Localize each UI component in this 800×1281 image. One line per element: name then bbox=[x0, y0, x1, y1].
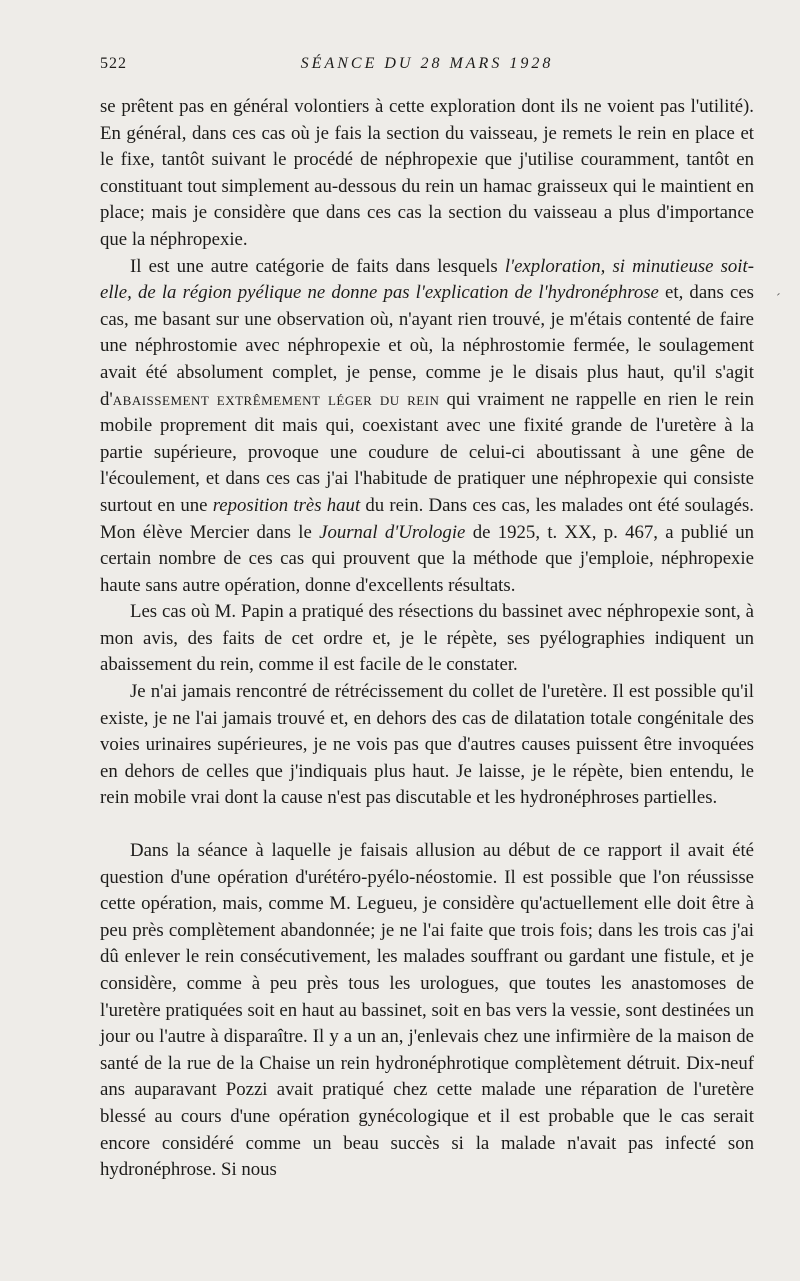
margin-mark: ´ bbox=[776, 292, 781, 307]
paragraph-4: Je n'ai jamais rencontré de rétrécissement du collet de l'uretère. Il est possible qu'il existe, je ne l'ai jamais trouvé et, en dehors des cas de dilatation totale congénitale des voies urinaires supérieures, je ne vois pas que d'autres causes puissent être invoquées en dehors de celles que j'indiquais plus haut. Je laisse, je le répète, bien entendu, le rein mobile vrai dont la cause n'est pas discutable et les hydronéphroses partielles. bbox=[100, 681, 754, 809]
page-number: 522 bbox=[100, 55, 127, 72]
running-title: SÉANCE DU 28 MARS 1928 bbox=[300, 55, 554, 72]
paragraph-1: se prêtent pas en général volontiers à cette exploration dont ils ne voient pas l'utilité). En général, dans ces cas où je fais la section du vaisseau, je remets le rein en place et le fixe, tantôt suivant le procédé de néphropexie que j'utilise couramment, tantôt en constituant tout simplement au-dessous du rein un hamac graisseux qui le maintient en place; mais je considère que dans ces cas la section du vaisseau a plus d'importance que la néphropexie. bbox=[100, 96, 754, 250]
journal-title: Journal d'Urologie bbox=[319, 521, 466, 543]
page-header bbox=[100, 55, 754, 81]
document-body bbox=[100, 94, 754, 1184]
paragraph-2-smallcaps: abaissement extrêmement léger du rein bbox=[112, 388, 440, 410]
paragraph-2-text-b: et, dans ces cas, me basant sur une observation où, n'ayant rien trouvé, je m'étais contenté de faire une néphrostomie avec néphropexie et où, la néphrostomie fermée, le soulagement avait été absolument complet, je pense, comme je le disais plus haut, qu'il s'agit d' bbox=[100, 282, 754, 410]
paragraph-2-text-d: du rein. Dans ces cas, les malades ont été soulagés. Mon élève Mercier dans le bbox=[100, 494, 754, 543]
paragraph-5: Dans la séance à laquelle je faisais allusion au début de ce rapport il avait été question d'une opération d'urétéro-pyélo-néostomie. Il est possible que l'on réussisse cette opération, mais, comme M. Legueu, je considère qu'actuellement elle doit être à peu près complètement abandonnée; je ne l'ai faite que trois fois; dans les trois cas j'ai dû enlever le rein consécutivement, les malades souffrant ou gardant une fistule, et je considère, comme à peu près tous les urologues, que toutes les anastomoses de l'uretère pratiquées soit en haut au bassinet, soit en bas vers la vessie, sont destinées un jour ou l'autre à disparaître. Il y a un an, j'enlevais chez une infirmière de la maison de santé de la rue de la Chaise un rein hydronéphrotique complètement détruit. Dix-neuf ans auparavant Pozzi avait pratiqué chez cette malade une réparation de l'uretère blessé au cours d'une opération gynécologique et il est probable que le cas serait encore considéré comme un beau succès si la malade n'avait pas infecté son hydronéphrose. Si nous bbox=[100, 840, 754, 1181]
paragraph-2-italic-b: reposition très haut bbox=[212, 494, 361, 516]
paragraph-2-text-a: Il est une autre catégorie de faits dans lesquels bbox=[130, 255, 505, 277]
paragraph-2-italic-a: l'exploration, si minutieuse soit-elle, de la région pyélique ne donne pas l'explication de l'hydronéphrose bbox=[100, 255, 754, 304]
paragraph-2-text-c: qui vraiment ne rappelle en rien le rein mobile proprement dit mais qui, coexistant avec une fixité grande de l'uretère à la partie supérieure, provoque une coudure de celui-ci aboutissant à une gêne de l'écoulement, et dans ces cas j'ai l'habitude de pratiquer une néphropexie qui consiste surtout en une bbox=[100, 388, 754, 516]
paragraph-2-text-e: de 1925, t. XX, p. 467, a publié un certain nombre de ces cas qui prouvent que la méthode que j'emploie, néphropexie haute sans autre opération, donne d'excellents résultats. bbox=[100, 521, 754, 596]
paragraph-3: Les cas où M. Papin a pratiqué des résections du bassinet avec néphropexie sont, à mon avis, des faits de cet ordre et, je le répète, ses pyélographies indiquent un abaissement du rein, comme il est facile de le constater. bbox=[100, 601, 754, 676]
paragraph-2 bbox=[100, 254, 754, 600]
